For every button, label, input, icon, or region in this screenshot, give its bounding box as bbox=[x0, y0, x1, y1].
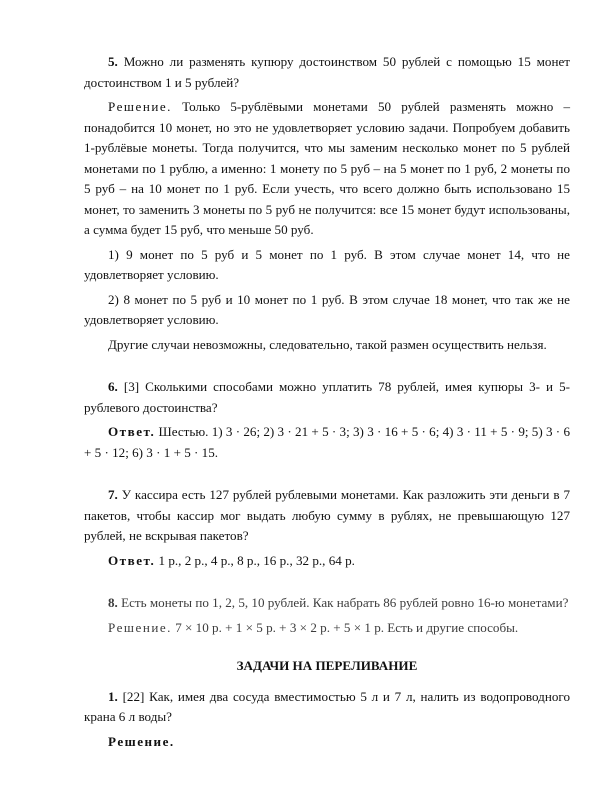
problem-5-number: 5. bbox=[108, 54, 118, 69]
problem-8-solution-label: Решение. bbox=[108, 619, 172, 635]
problem-6-text: [3] Сколькими способами можно уплатить 78 рублей, имея купюры 3- и 5-рублевого достоинства? bbox=[84, 379, 570, 415]
problem-8-solution-text: 7 × 10 р. + 1 × 5 р. + 3 × 2 р. + 5 × 1 р. Есть и другие способы. bbox=[171, 619, 519, 635]
problem-8-number: 8. bbox=[108, 595, 118, 610]
problem-7-number: 7. bbox=[108, 487, 118, 502]
problem-7-answer-text: 1 р., 2 р., 4 р., 8 р., 16 р., 32 р., 64 р. bbox=[155, 552, 355, 568]
pour-problem-1-solution-label: Решение. bbox=[108, 733, 175, 749]
pour-problem-1-question bbox=[84, 687, 570, 728]
problem-7-text: У кассира есть 127 рублей рублевыми монетами. Как разложить эти деньги в 7 пакетов, чтобы кассир мог выдать любую сумму в рублях, не превышающую 127 рублей, не вскрывая пакетов? bbox=[84, 487, 570, 543]
problem-5-solution-label: Решение. bbox=[108, 99, 172, 114]
problem-7-answer bbox=[84, 551, 570, 572]
problem-7-answer-label: Ответ. bbox=[108, 552, 156, 568]
pour-problem-1-text: [22] Как, имея два сосуда вместимостью 5 л и 7 л, налить из водопроводного крана 6 л воды? bbox=[84, 688, 570, 724]
problem-5-solution bbox=[84, 97, 570, 241]
problem-6-answer-text: Шестью. 1) 3 · 26; 2) 3 · 21 + 5 · 3; 3) 3 · 16 + 5 · 6; 4) 3 · 11 + 5 · 9; 5) 3 · 6 + 5 · 12; 6) 3 · 1 + 5 · 15. bbox=[84, 424, 570, 460]
problem-6-answer-label: Ответ. bbox=[108, 424, 156, 439]
problem-7-question bbox=[84, 485, 570, 547]
problem-5-conclusion: Другие случаи невозможны, следовательно, такой размен осуществить нельзя. bbox=[108, 336, 547, 352]
pour-problem-1-solution bbox=[84, 732, 570, 753]
problem-5-question bbox=[84, 52, 570, 93]
problem-5-text: Можно ли разменять купюру достоинством 50 рублей с помощью 15 монет достоинством 1 и 5 рублей? bbox=[84, 54, 570, 90]
problem-5-solution-text: Только 5-рублёвыми монетами 50 рублей разменять можно – понадобится 10 монет, но это не удовлетворяет условию задачи. Попробуем добавить 1-рублёвые монеты. Тогда получится, что мы заменим несколько монет по 5 рублей монетами по 1 рублю, а именно: 1 монету по 5 руб – на 5 монет по 1 руб, 2 монеты по 5 руб – на 10 монет по 1 руб. Если учесть, что всего должно быть использовано 15 монет, то заменить 3 монеты по 5 руб не получится: все 15 монет будут использованы, а сумма будет 15 руб, что меньше 50 руб. bbox=[84, 99, 570, 237]
problem-6-number: 6. bbox=[108, 379, 118, 394]
section-title: ЗАДАЧИ НА ПЕРЕЛИВАНИЕ bbox=[236, 658, 418, 673]
problem-8-question bbox=[84, 593, 570, 614]
pour-problem-1-number: 1. bbox=[108, 688, 118, 704]
problem-6-answer bbox=[84, 422, 570, 463]
problem-8-solution bbox=[84, 618, 570, 639]
problem-5-case-2: 2) 8 монет по 5 руб и 10 монет по 1 руб. В этом случае 18 монет, что так же не удовлетворяет условию. bbox=[84, 291, 570, 327]
problem-6-question bbox=[84, 377, 570, 418]
problem-8-text: Есть монеты по 1, 2, 5, 10 рублей. Как набрать 86 рублей ровно 16-ю монетами? bbox=[117, 595, 569, 610]
problem-5-case-1: 1) 9 монет по 5 руб и 5 монет по 1 руб. В этом случае монет 14, что не удовлетворяет условию. bbox=[84, 246, 570, 282]
